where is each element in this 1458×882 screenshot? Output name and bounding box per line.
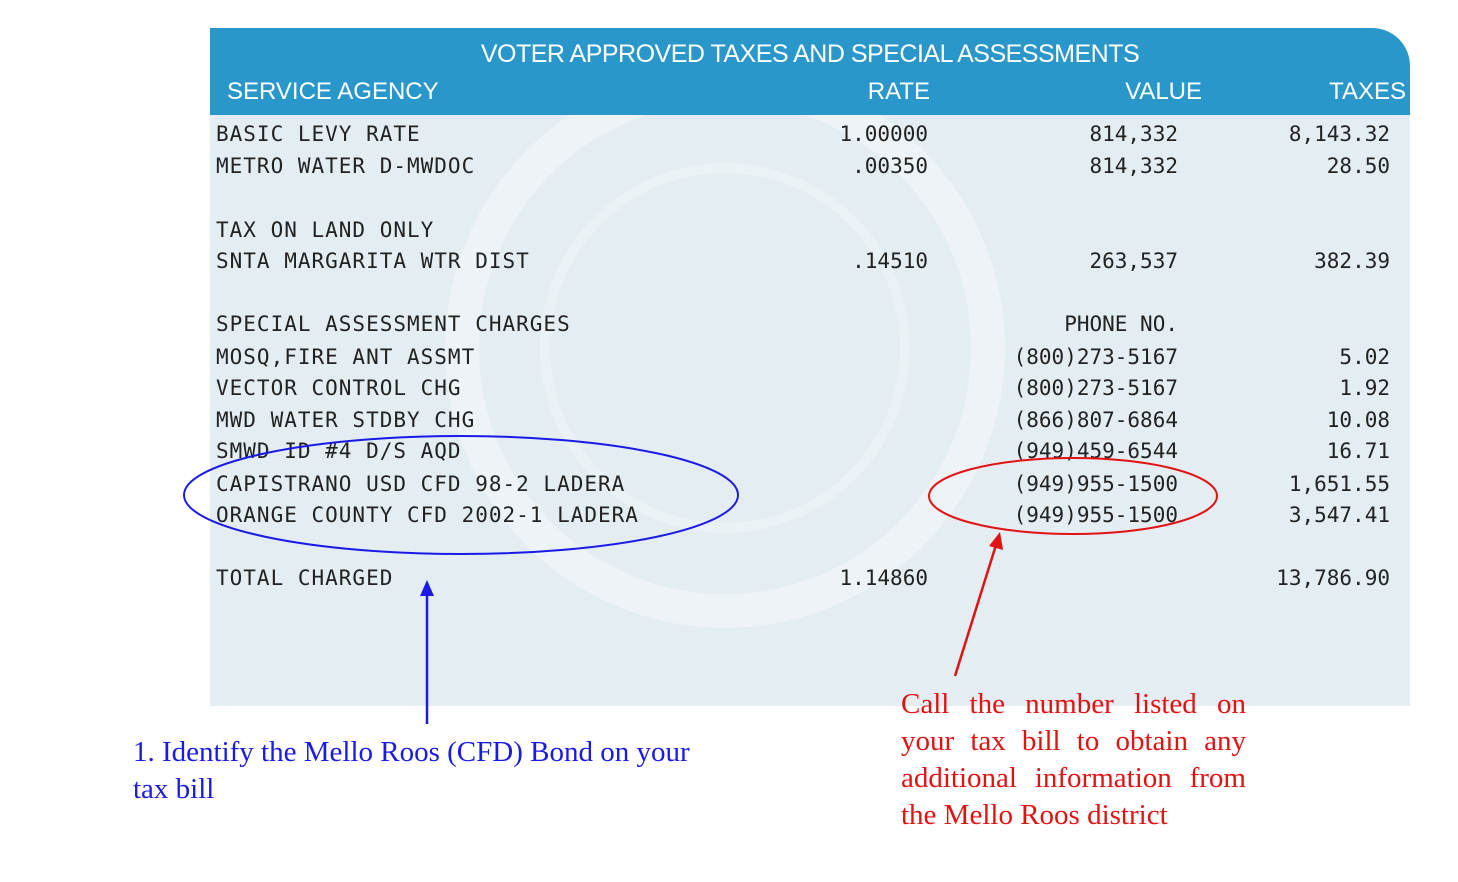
table-title: VOTER APPROVED TAXES AND SPECIAL ASSESSMENTS — [480, 40, 1140, 68]
taxes-cell: 1,651.55 — [1288, 472, 1390, 496]
column-header-value: VALUE — [1125, 78, 1202, 105]
rate-cell: .00350 — [852, 154, 928, 178]
taxes-cell: 28.50 — [1326, 154, 1390, 178]
phone-cell: (866)807-6864 — [1013, 408, 1178, 432]
taxes-cell: 8,143.32 — [1288, 122, 1390, 146]
taxes-cell: 1.92 — [1339, 376, 1390, 400]
cfd-highlight-ellipse — [184, 436, 738, 554]
phone-cell: (949)955-1500 — [1013, 472, 1178, 496]
taxes-cell: 3,547.41 — [1288, 503, 1390, 527]
blue-arrow-head-icon — [420, 580, 434, 596]
agency-cell: MWD WATER STDBY CHG — [216, 408, 476, 432]
agency-cell: SNTA MARGARITA WTR DIST — [216, 249, 530, 273]
phone-cell: (949)459-6544 — [1013, 439, 1178, 463]
rate-cell: 1.14860 — [839, 566, 928, 590]
agency-cell: SMWD ID #4 D/S AQD — [216, 439, 462, 463]
mello-roos-instruction-note: 1. Identify the Mello Roos (CFD) Bond on your tax bill — [133, 736, 690, 805]
agency-cell: TOTAL CHARGED — [216, 566, 394, 590]
agency-cell: TAX ON LAND ONLY — [216, 218, 435, 242]
taxes-cell: 382.39 — [1314, 249, 1390, 273]
phone-cell: (949)955-1500 — [1013, 503, 1178, 527]
phone-header-cell: PHONE NO. — [1064, 312, 1178, 336]
taxes-cell: 16.71 — [1326, 439, 1390, 463]
phone-highlight-ellipse — [929, 458, 1217, 534]
column-header-rate: RATE — [867, 78, 930, 105]
taxes-cell: 13,786.90 — [1276, 566, 1390, 590]
agency-cell: ORANGE COUNTY CFD 2002-1 LADERA — [216, 503, 639, 527]
agency-cell: VECTOR CONTROL CHG — [216, 376, 462, 400]
agency-cell: METRO WATER D-MWDOC — [216, 154, 476, 178]
column-header-agency: SERVICE AGENCY — [227, 78, 439, 105]
value-cell: 814,332 — [1089, 154, 1178, 178]
agency-cell: BASIC LEVY RATE — [216, 122, 421, 146]
phone-cell: (800)273-5167 — [1013, 345, 1178, 369]
rate-cell: 1.00000 — [839, 122, 928, 146]
taxes-cell: 10.08 — [1326, 408, 1390, 432]
rate-cell: .14510 — [852, 249, 928, 273]
value-cell: 814,332 — [1089, 122, 1178, 146]
agency-cell: SPECIAL ASSESSMENT CHARGES — [216, 312, 571, 336]
phone-cell: (800)273-5167 — [1013, 376, 1178, 400]
red-arrow-head-icon — [989, 532, 1003, 550]
agency-cell: CAPISTRANO USD CFD 98-2 LADERA — [216, 472, 626, 496]
red-arrow-line — [955, 545, 996, 676]
column-header-taxes: TAXES — [1329, 78, 1406, 105]
taxes-cell: 5.02 — [1339, 345, 1390, 369]
value-cell: 263,537 — [1089, 249, 1178, 273]
call-district-note: Call the number listed on your tax bill to obtain any additional information from the Mello Roos district — [901, 688, 1246, 831]
agency-cell: MOSQ,FIRE ANT ASSMT — [216, 345, 476, 369]
